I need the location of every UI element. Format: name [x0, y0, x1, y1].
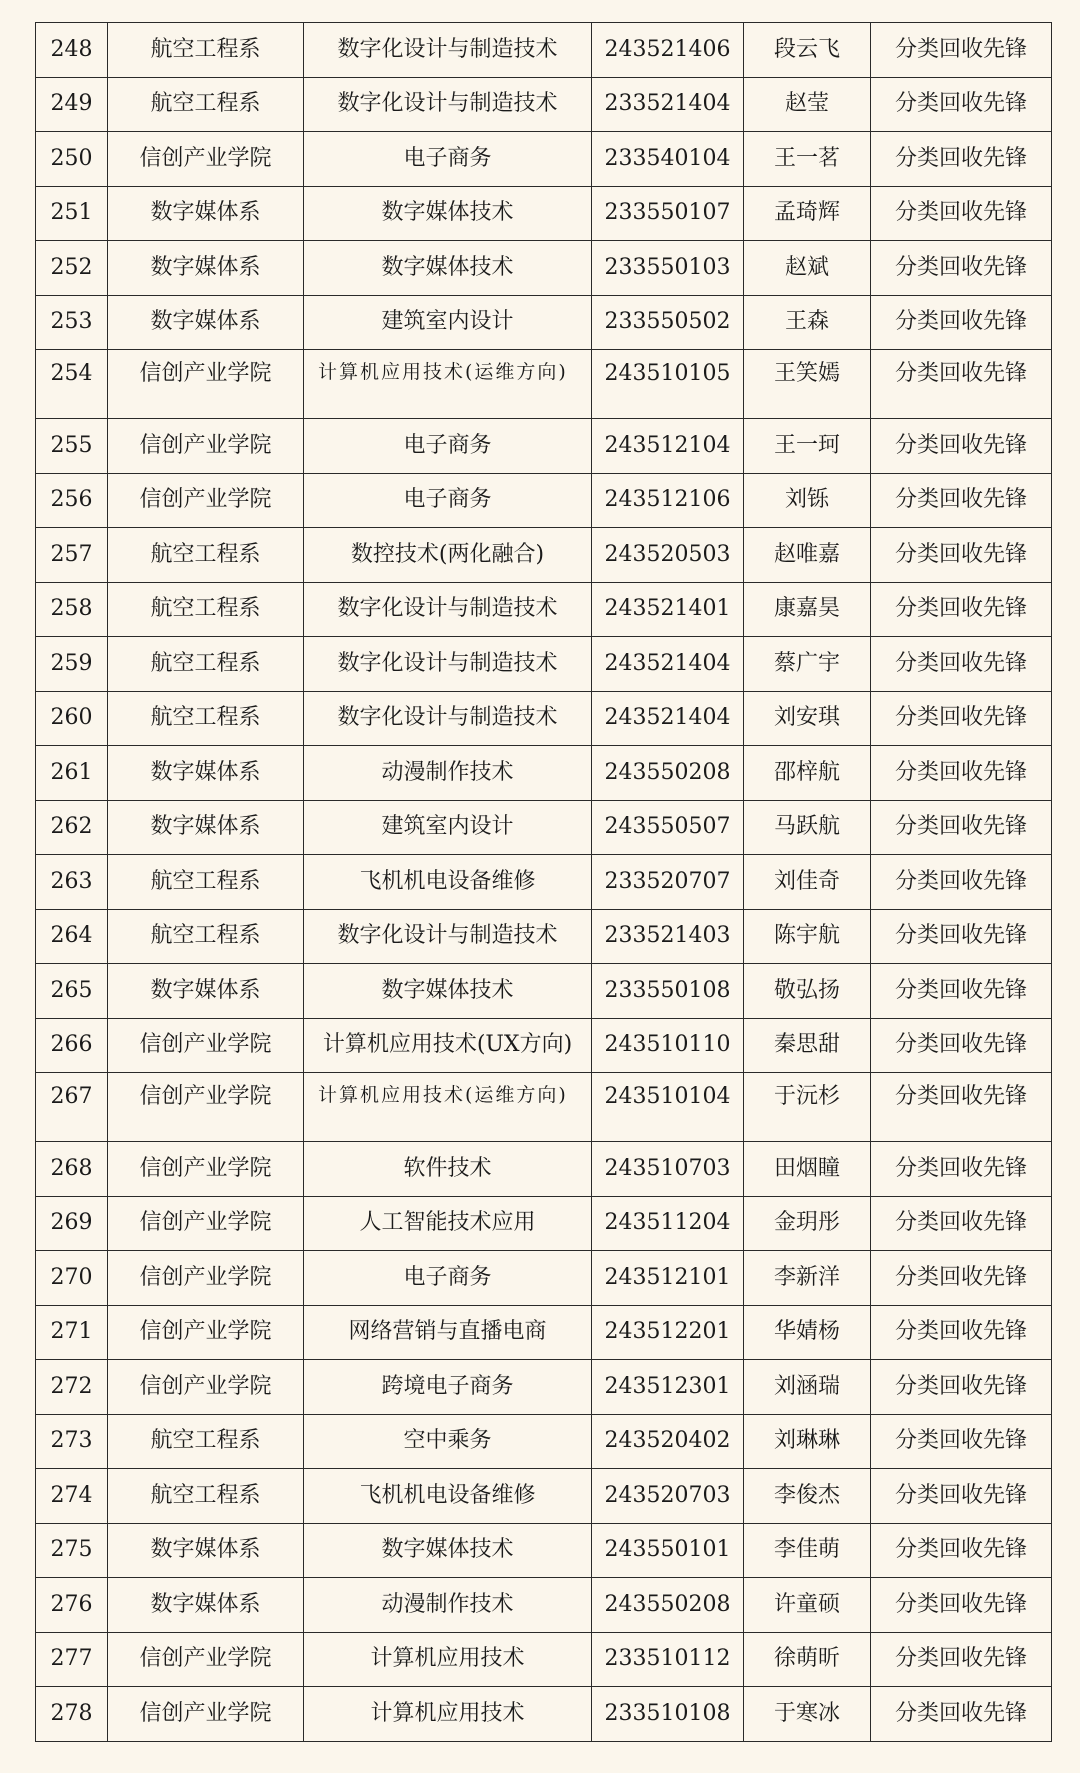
- cell-major: 建筑室内设计: [304, 295, 592, 350]
- cell-number: 248: [36, 23, 108, 78]
- cell-major: 数字媒体技术: [304, 241, 592, 296]
- cell-student-name: 康嘉昊: [744, 582, 871, 637]
- cell-department: 数字媒体系: [108, 964, 304, 1019]
- cell-student-name: 邵梓航: [744, 746, 871, 801]
- cell-major: 空中乘务: [304, 1414, 592, 1469]
- cell-department: 航空工程系: [108, 582, 304, 637]
- cell-award: 分类回收先锋: [871, 964, 1052, 1019]
- cell-student-name: 刘铄: [744, 473, 871, 528]
- cell-number: 267: [36, 1073, 108, 1142]
- cell-department: 航空工程系: [108, 1414, 304, 1469]
- cell-major: 软件技术: [304, 1142, 592, 1197]
- cell-number: 264: [36, 909, 108, 964]
- cell-number: 266: [36, 1018, 108, 1073]
- cell-student-id: 233520707: [592, 855, 744, 910]
- cell-student-id: 233510108: [592, 1687, 744, 1742]
- cell-student-id: 243510703: [592, 1142, 744, 1197]
- cell-student-name: 马跃航: [744, 800, 871, 855]
- cell-award: 分类回收先锋: [871, 241, 1052, 296]
- cell-student-name: 敬弘扬: [744, 964, 871, 1019]
- cell-major: 电子商务: [304, 419, 592, 474]
- cell-number: 276: [36, 1578, 108, 1633]
- cell-award: 分类回收先锋: [871, 1251, 1052, 1306]
- cell-student-name: 王笑嫣: [744, 350, 871, 419]
- cell-student-id: 243550101: [592, 1523, 744, 1578]
- cell-department: 信创产业学院: [108, 473, 304, 528]
- cell-major: 计算机应用技术(运维方向): [304, 1073, 592, 1142]
- cell-student-name: 李佳萌: [744, 1523, 871, 1578]
- cell-major: 飞机机电设备维修: [304, 855, 592, 910]
- cell-number: 250: [36, 132, 108, 187]
- cell-student-name: 蔡广宇: [744, 637, 871, 692]
- cell-student-name: 赵斌: [744, 241, 871, 296]
- cell-student-id: 243512301: [592, 1360, 744, 1415]
- cell-major: 计算机应用技术: [304, 1687, 592, 1742]
- cell-department: 信创产业学院: [108, 1632, 304, 1687]
- table-row: [36, 1305, 1052, 1360]
- cell-major: 数字化设计与制造技术: [304, 909, 592, 964]
- cell-student-id: 233550108: [592, 964, 744, 1019]
- cell-student-id: 243511204: [592, 1196, 744, 1251]
- cell-student-id: 243521404: [592, 691, 744, 746]
- cell-number: 265: [36, 964, 108, 1019]
- cell-department: 信创产业学院: [108, 1360, 304, 1415]
- cell-number: 275: [36, 1523, 108, 1578]
- cell-major: 网络营销与直播电商: [304, 1305, 592, 1360]
- table-row: [36, 909, 1052, 964]
- cell-award: 分类回收先锋: [871, 1578, 1052, 1633]
- cell-department: 数字媒体系: [108, 746, 304, 801]
- cell-department: 航空工程系: [108, 909, 304, 964]
- table-row: [36, 746, 1052, 801]
- cell-student-id: 233510112: [592, 1632, 744, 1687]
- table-row: [36, 1196, 1052, 1251]
- cell-major: 动漫制作技术: [304, 1578, 592, 1633]
- cell-student-id: 243550208: [592, 1578, 744, 1633]
- cell-student-id: 233521403: [592, 909, 744, 964]
- cell-number: 260: [36, 691, 108, 746]
- cell-department: 航空工程系: [108, 77, 304, 132]
- cell-award: 分类回收先锋: [871, 1360, 1052, 1415]
- cell-student-name: 李新洋: [744, 1251, 871, 1306]
- cell-department: 信创产业学院: [108, 1196, 304, 1251]
- table-row: [36, 241, 1052, 296]
- cell-number: 254: [36, 350, 108, 419]
- cell-department: 信创产业学院: [108, 1142, 304, 1197]
- table-row: [36, 132, 1052, 187]
- table-row: [36, 295, 1052, 350]
- cell-award: 分类回收先锋: [871, 473, 1052, 528]
- cell-student-name: 于沅杉: [744, 1073, 871, 1142]
- cell-award: 分类回收先锋: [871, 1196, 1052, 1251]
- cell-student-id: 243520402: [592, 1414, 744, 1469]
- cell-department: 信创产业学院: [108, 419, 304, 474]
- cell-student-id: 243512101: [592, 1251, 744, 1306]
- table-row: [36, 23, 1052, 78]
- cell-number: 270: [36, 1251, 108, 1306]
- cell-number: 258: [36, 582, 108, 637]
- cell-student-id: 243510104: [592, 1073, 744, 1142]
- cell-number: 253: [36, 295, 108, 350]
- cell-student-id: 233540104: [592, 132, 744, 187]
- table-row: [36, 186, 1052, 241]
- cell-department: 数字媒体系: [108, 800, 304, 855]
- cell-award: 分类回收先锋: [871, 23, 1052, 78]
- cell-award: 分类回收先锋: [871, 77, 1052, 132]
- cell-student-id: 243550208: [592, 746, 744, 801]
- cell-award: 分类回收先锋: [871, 909, 1052, 964]
- cell-major: 数字化设计与制造技术: [304, 691, 592, 746]
- award-list-table: [35, 22, 1052, 1742]
- cell-student-id: 243512104: [592, 419, 744, 474]
- cell-department: 信创产业学院: [108, 350, 304, 419]
- table-row: [36, 1632, 1052, 1687]
- cell-award: 分类回收先锋: [871, 1632, 1052, 1687]
- cell-number: 273: [36, 1414, 108, 1469]
- cell-number: 268: [36, 1142, 108, 1197]
- cell-student-name: 孟琦辉: [744, 186, 871, 241]
- cell-major: 电子商务: [304, 1251, 592, 1306]
- cell-award: 分类回收先锋: [871, 350, 1052, 419]
- cell-student-name: 段云飞: [744, 23, 871, 78]
- cell-number: 277: [36, 1632, 108, 1687]
- cell-major: 计算机应用技术: [304, 1632, 592, 1687]
- cell-student-id: 243512201: [592, 1305, 744, 1360]
- cell-number: 252: [36, 241, 108, 296]
- cell-student-id: 243521401: [592, 582, 744, 637]
- cell-major: 计算机应用技术(运维方向): [304, 350, 592, 419]
- table-row: [36, 1251, 1052, 1306]
- cell-award: 分类回收先锋: [871, 132, 1052, 187]
- cell-department: 数字媒体系: [108, 1523, 304, 1578]
- cell-award: 分类回收先锋: [871, 295, 1052, 350]
- cell-major: 建筑室内设计: [304, 800, 592, 855]
- cell-department: 数字媒体系: [108, 1578, 304, 1633]
- cell-major: 人工智能技术应用: [304, 1196, 592, 1251]
- cell-award: 分类回收先锋: [871, 1073, 1052, 1142]
- table-row: [36, 419, 1052, 474]
- cell-student-name: 李俊杰: [744, 1469, 871, 1524]
- cell-student-name: 王森: [744, 295, 871, 350]
- cell-student-name: 刘琳琳: [744, 1414, 871, 1469]
- cell-major: 动漫制作技术: [304, 746, 592, 801]
- cell-student-id: 243510105: [592, 350, 744, 419]
- table-row: [36, 1523, 1052, 1578]
- cell-award: 分类回收先锋: [871, 1414, 1052, 1469]
- table-row: [36, 1073, 1052, 1142]
- cell-major: 数字媒体技术: [304, 1523, 592, 1578]
- cell-student-id: 243521406: [592, 23, 744, 78]
- table-row: [36, 1469, 1052, 1524]
- cell-department: 数字媒体系: [108, 295, 304, 350]
- cell-student-name: 刘安琪: [744, 691, 871, 746]
- cell-student-id: 243520703: [592, 1469, 744, 1524]
- cell-student-name: 陈宇航: [744, 909, 871, 964]
- cell-award: 分类回收先锋: [871, 1523, 1052, 1578]
- cell-student-id: 243510110: [592, 1018, 744, 1073]
- cell-award: 分类回收先锋: [871, 419, 1052, 474]
- table-row: [36, 637, 1052, 692]
- table-row: [36, 1414, 1052, 1469]
- cell-number: 256: [36, 473, 108, 528]
- cell-major: 飞机机电设备维修: [304, 1469, 592, 1524]
- table-row: [36, 528, 1052, 583]
- cell-number: 272: [36, 1360, 108, 1415]
- cell-department: 信创产业学院: [108, 1018, 304, 1073]
- table-row: [36, 77, 1052, 132]
- table-row: [36, 1360, 1052, 1415]
- cell-student-id: 233550502: [592, 295, 744, 350]
- table-row: [36, 964, 1052, 1019]
- cell-student-id: 233521404: [592, 77, 744, 132]
- cell-student-id: 243520503: [592, 528, 744, 583]
- cell-major: 数字化设计与制造技术: [304, 77, 592, 132]
- cell-major: 数字化设计与制造技术: [304, 23, 592, 78]
- table-row: [36, 855, 1052, 910]
- table-body: [36, 23, 1052, 1742]
- cell-award: 分类回收先锋: [871, 1142, 1052, 1197]
- cell-department: 航空工程系: [108, 1469, 304, 1524]
- cell-student-id: 233550107: [592, 186, 744, 241]
- table-row: [36, 800, 1052, 855]
- cell-award: 分类回收先锋: [871, 800, 1052, 855]
- cell-department: 信创产业学院: [108, 1251, 304, 1306]
- cell-department: 航空工程系: [108, 855, 304, 910]
- cell-award: 分类回收先锋: [871, 186, 1052, 241]
- cell-student-name: 刘佳奇: [744, 855, 871, 910]
- cell-award: 分类回收先锋: [871, 1018, 1052, 1073]
- cell-student-id: 243521404: [592, 637, 744, 692]
- cell-number: 274: [36, 1469, 108, 1524]
- cell-number: 262: [36, 800, 108, 855]
- cell-student-name: 许童硕: [744, 1578, 871, 1633]
- cell-department: 信创产业学院: [108, 1073, 304, 1142]
- cell-award: 分类回收先锋: [871, 1305, 1052, 1360]
- table-row: [36, 1578, 1052, 1633]
- cell-award: 分类回收先锋: [871, 1687, 1052, 1742]
- cell-number: 278: [36, 1687, 108, 1742]
- cell-student-name: 田烟瞳: [744, 1142, 871, 1197]
- cell-student-name: 于寒冰: [744, 1687, 871, 1742]
- cell-major: 计算机应用技术(UX方向): [304, 1018, 592, 1073]
- cell-award: 分类回收先锋: [871, 528, 1052, 583]
- cell-student-name: 徐萌昕: [744, 1632, 871, 1687]
- cell-major: 数字化设计与制造技术: [304, 637, 592, 692]
- cell-student-id: 243550507: [592, 800, 744, 855]
- cell-student-name: 金玥彤: [744, 1196, 871, 1251]
- cell-major: 数字媒体技术: [304, 964, 592, 1019]
- cell-major: 电子商务: [304, 473, 592, 528]
- cell-department: 信创产业学院: [108, 132, 304, 187]
- cell-award: 分类回收先锋: [871, 637, 1052, 692]
- table-row: [36, 350, 1052, 419]
- cell-student-name: 刘涵瑞: [744, 1360, 871, 1415]
- cell-major: 跨境电子商务: [304, 1360, 592, 1415]
- cell-department: 信创产业学院: [108, 1305, 304, 1360]
- cell-major: 数字化设计与制造技术: [304, 582, 592, 637]
- cell-department: 信创产业学院: [108, 1687, 304, 1742]
- cell-award: 分类回收先锋: [871, 746, 1052, 801]
- cell-department: 航空工程系: [108, 691, 304, 746]
- cell-student-id: 233550103: [592, 241, 744, 296]
- cell-department: 数字媒体系: [108, 186, 304, 241]
- cell-number: 261: [36, 746, 108, 801]
- cell-number: 249: [36, 77, 108, 132]
- cell-student-name: 赵莹: [744, 77, 871, 132]
- table-row: [36, 1687, 1052, 1742]
- cell-award: 分类回收先锋: [871, 855, 1052, 910]
- cell-number: 251: [36, 186, 108, 241]
- cell-major: 数控技术(两化融合): [304, 528, 592, 583]
- cell-award: 分类回收先锋: [871, 582, 1052, 637]
- cell-student-name: 秦思甜: [744, 1018, 871, 1073]
- cell-department: 航空工程系: [108, 637, 304, 692]
- cell-major: 数字媒体技术: [304, 186, 592, 241]
- cell-number: 269: [36, 1196, 108, 1251]
- cell-student-name: 赵唯嘉: [744, 528, 871, 583]
- cell-student-id: 243512106: [592, 473, 744, 528]
- cell-number: 259: [36, 637, 108, 692]
- cell-student-name: 王一茗: [744, 132, 871, 187]
- cell-number: 257: [36, 528, 108, 583]
- cell-number: 255: [36, 419, 108, 474]
- cell-department: 数字媒体系: [108, 241, 304, 296]
- cell-number: 263: [36, 855, 108, 910]
- cell-award: 分类回收先锋: [871, 1469, 1052, 1524]
- cell-award: 分类回收先锋: [871, 691, 1052, 746]
- table-row: [36, 691, 1052, 746]
- table-row: [36, 1142, 1052, 1197]
- table-row: [36, 582, 1052, 637]
- cell-department: 航空工程系: [108, 23, 304, 78]
- cell-student-name: 王一珂: [744, 419, 871, 474]
- table-row: [36, 1018, 1052, 1073]
- table-row: [36, 473, 1052, 528]
- cell-number: 271: [36, 1305, 108, 1360]
- cell-department: 航空工程系: [108, 528, 304, 583]
- cell-student-name: 华婧杨: [744, 1305, 871, 1360]
- cell-major: 电子商务: [304, 132, 592, 187]
